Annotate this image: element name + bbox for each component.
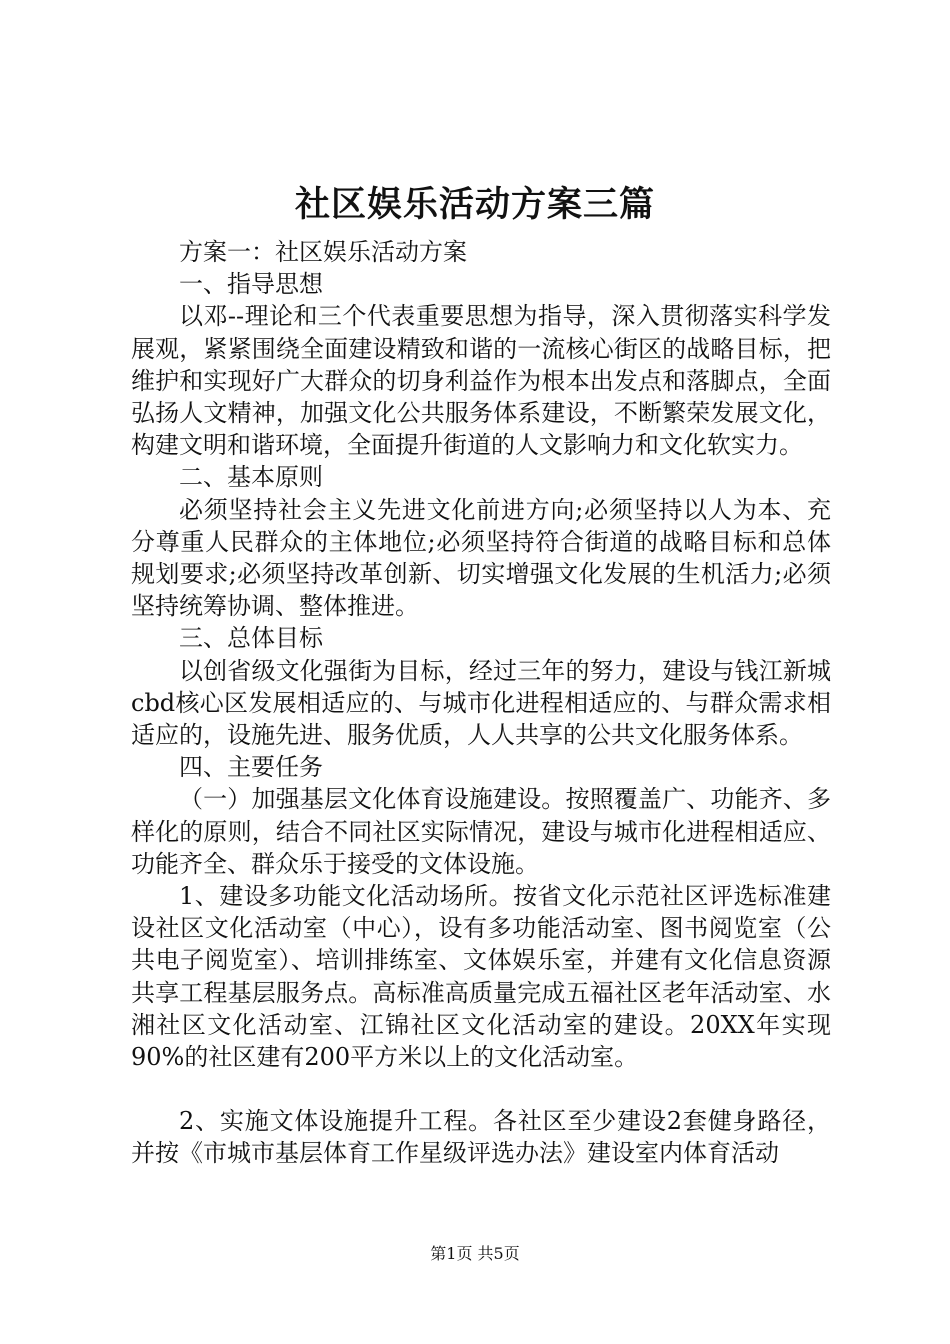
section-heading-guiding-ideology: 一、指导思想 [179, 270, 323, 299]
page-footer: 第1页 共5页 [430, 1244, 520, 1263]
paragraph-task-one-item-1: 1、建设多功能文化活动场所。按省文化示范社区评选标准建设社区文化活动室（中心），设有多功能活动室、图书阅览室（公共电子阅览室）、培训排练室、文体娱乐室，并建有文化信息资源共享工程基层服务点。高标准高质量完成五福社区老年活动室、水湘社区文化活动室、江锦社区文化活动室的建设。20XX年实现90%的社区建有200平方米以上的文化活动室。 [131, 882, 831, 1072]
document-body [131, 236, 831, 1170]
paragraph-task-one: （一）加强基层文化体育设施建设。按照覆盖广、功能齐、多样化的原则，结合不同社区实际情况，建设与城市化进程相适应、功能齐全、群众乐于接受的文体设施。 [131, 785, 831, 878]
section-heading-overall-goal: 三、总体目标 [179, 624, 323, 653]
paragraph-plan-heading: 方案一：社区娱乐活动方案 [179, 238, 467, 266]
document-title: 社区娱乐活动方案三篇 [294, 184, 655, 225]
paragraph-basic-principles: 必须坚持社会主义先进文化前进方向;必须坚持以人为本、充分尊重人民群众的主体地位;必须坚持符合街道的战略目标和总体规划要求;必须坚持改革创新、切实增强文化发展的生机活力;必须坚持统筹协调、整体推进。 [131, 495, 831, 621]
section-heading-basic-principles: 二、基本原则 [179, 463, 323, 492]
paragraph-task-one-item-2: 2、实施文体设施提升工程。各社区至少建设2套健身路径，并按《市城市基层体育工作星级评选办法》建设室内体育活动 [131, 1107, 831, 1168]
section-heading-main-tasks: 四、主要任务 [179, 753, 323, 782]
paragraph-guiding-ideology: 以邓--理论和三个代表重要思想为指导，深入贯彻落实科学发展观，紧紧围绕全面建设精致和谐的一流核心街区的战略目标，把维护和实现好广大群众的切身利益作为根本出发点和落脚点，全面弘扬人文精神，加强文化公共服务体系建设，不断繁荣发展文化，构建文明和谐环境，全面提升街道的人文影响力和文化软实力。 [131, 302, 831, 460]
paragraph-overall-goal: 以创省级文化强街为目标，经过三年的努力，建设与钱江新城cbd核心区发展相适应的、与城市化进程相适应的、与群众需求相适应的，设施先进、服务优质，人人共享的公共文化服务体系。 [131, 656, 831, 750]
